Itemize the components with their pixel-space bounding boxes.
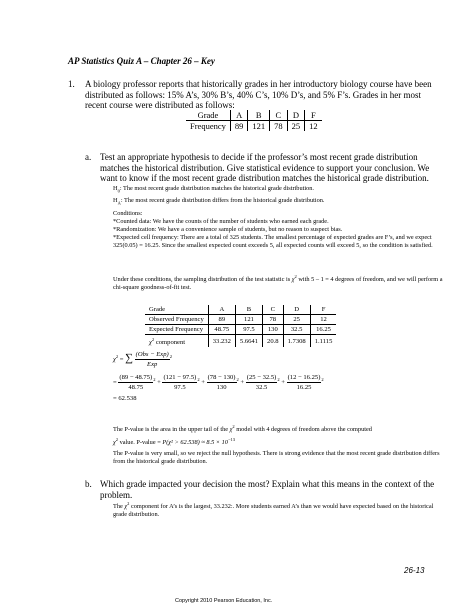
term-numerator: (78 − 130) xyxy=(207,374,236,381)
frequency-cell: 78 xyxy=(270,121,288,132)
formula-lhs: χ xyxy=(113,356,116,364)
term-denominator: 16.25 xyxy=(296,384,312,391)
term-fraction xyxy=(287,373,322,392)
chi-header-cell: Grade xyxy=(145,305,208,315)
component-cell: 20.8 xyxy=(263,335,284,348)
condition-randomization: *Randomization: We have a convenience sample of students, but no reason to suspect bias. xyxy=(113,226,343,233)
condition-counted-data: *Counted data: We have the counts of the number of students who earned each grade. xyxy=(113,218,329,225)
observed-cell: 12 xyxy=(310,315,336,325)
under-post: with 5 – 1 = 4 degrees of freedom, and we will perform a chi-square goodness-of-fit test. xyxy=(113,276,443,292)
term-denominator: 130 xyxy=(216,384,227,391)
conditions-title: Conditions: xyxy=(113,210,143,217)
h0-text: : The most recent grade distribution matches the historical grade distribution. xyxy=(119,185,314,192)
chi-header-cell: B xyxy=(235,305,262,315)
component-cell: 1.7308 xyxy=(283,335,310,348)
term-denominator: 48.75 xyxy=(128,384,144,391)
h0-symbol: H xyxy=(113,185,118,192)
term-numerator: (25 − 32.5) xyxy=(246,374,277,381)
chi-header-cell: A xyxy=(208,305,235,315)
part-b-answer: The $\chi^2$ component for A’s is the largest, 33.232:. More students earned A’s than we would have expected based on the historical grade distribution. xyxy=(113,501,434,519)
sum-symbol: ∑ xyxy=(125,352,134,365)
pvalue-text-3: value. P-value = xyxy=(119,439,161,447)
general-denominator: Exp xyxy=(147,361,158,368)
grade-cell: A xyxy=(230,110,248,121)
formula-terms: = $\frac{(89 - 48.75)}{48.75}$ $^2$ + $\frac{(121 - 97.5)}{97.5}$ $^2$ + $\frac{(78 - 130)}{130}$ $^2$ + $\frac{(25 - 32.5)}{32.5}$ $^2$ + $\frac{(12 - 16.25)}{16.25}$ $^2$ xyxy=(113,374,324,391)
ha-symbol: H xyxy=(113,197,118,204)
chi-header-row xyxy=(145,305,336,315)
observed-cell: 121 xyxy=(235,315,262,325)
frequency-cell: 12 xyxy=(305,121,322,132)
expected-cell: 48.75 xyxy=(208,325,235,335)
copyright-notice: Copyright 2010 Pearson Education, Inc. xyxy=(175,598,273,604)
formula-result: = 62.538 xyxy=(113,395,137,402)
sampling-distribution-text: Under these conditions, the sampling distribution of the test statistic is $\chi^2$ with 5 – 1 = 4 degrees of freedom, and we will perform a chi-square goodness-of-fit test. xyxy=(113,274,443,292)
page-number: 26-13 xyxy=(404,566,425,575)
pvalue-line-1: The P-value is the area in the upper tail of the $\chi^2$ model with 4 degrees of freedom above the computed xyxy=(113,424,372,434)
grade-cell: F xyxy=(305,110,322,121)
component-chi-symbol: χ xyxy=(149,339,152,347)
frequency-cell: 89 xyxy=(230,121,248,132)
pvalue-and-conclusion xyxy=(113,423,443,466)
ha-text: : The most recent grade distribution differs from the historical grade distribution. xyxy=(120,197,325,204)
observed-label: Observed Frequency xyxy=(145,315,208,325)
conclusion-text: The P-value is very small, so we reject the null hypothesis. There is strong evidence that the most recent grade distribution differs from the historical grade distribution. xyxy=(113,450,440,466)
term-fraction xyxy=(118,373,153,392)
ha-subscript: A xyxy=(117,200,121,206)
observed-cell: 25 xyxy=(283,315,310,325)
pvalue-text-2: model with 4 degrees of freedom above the computed xyxy=(236,426,372,434)
term-numerator: (12 − 16.25) xyxy=(287,374,321,381)
part-b-question: Which grade impacted your decision the most? Explain what this means in the context of the problem. xyxy=(100,479,435,500)
chi-header-cell: F xyxy=(310,305,336,315)
expected-cell: 32.5 xyxy=(283,325,310,335)
term-fraction xyxy=(207,373,237,392)
answer-chi-symbol: χ xyxy=(124,503,128,511)
grade-cell: C xyxy=(270,110,288,121)
expected-cell: 130 xyxy=(263,325,284,335)
chi-square-table xyxy=(145,305,336,347)
part-a-question: Test an appropriate hypothesis to decide if the professor’s most recent grade distribution matches the historical distribution. Give statistical evidence to support your conclusion. We want to know if the most recent grade distribution matches the historical grade distribution. xyxy=(100,152,430,183)
term-numerator: (121 − 97.5) xyxy=(163,374,197,381)
part-a-label: a. xyxy=(85,152,92,162)
pvalue-exponent: −13 xyxy=(227,437,235,443)
component-cell: 5.6641 xyxy=(235,335,262,348)
grade-cell: B xyxy=(248,110,270,121)
general-numerator: (Obs − Exp) xyxy=(135,351,169,358)
expected-row xyxy=(145,325,336,335)
chi-header-cell: D xyxy=(283,305,310,315)
observed-cell: 78 xyxy=(263,315,284,325)
alternative-hypothesis xyxy=(113,197,443,207)
under-chi-symbol: χ xyxy=(291,276,295,284)
expected-cell: 97.5 xyxy=(235,325,262,335)
question-number: 1. xyxy=(68,79,75,89)
null-hypothesis xyxy=(113,185,443,195)
page-title: AP Statistics Quiz A – Chapter 26 – Key xyxy=(68,56,215,66)
grade-cell: D xyxy=(287,110,305,121)
frequency-cell: 25 xyxy=(287,121,305,132)
pvalue-chi-symbol: χ xyxy=(229,426,233,434)
answer-post: component for A’s is the largest, 33.232:. More students earned A’s than we would have expected based on the historical grade distribution. xyxy=(113,503,434,519)
term-fraction xyxy=(246,373,278,392)
condition-expected-frequency: *Expected cell frequency: There are a total of 325 students. The smallest percentage of expected grades are F’s, and we expect 325(0.05) = 16.25. Since the smallest expected count exceeds 5, all expected counts will exceed 5, so the condition is satisfied. xyxy=(113,234,433,249)
h0-subscript: 0 xyxy=(117,188,120,194)
pvalue-text-1: The P-value is the area in the upper tail of the xyxy=(113,426,229,434)
frequency-cell: 121 xyxy=(248,121,270,132)
answer-pre: The xyxy=(113,503,123,511)
pvalue-chi-symbol-2: χ xyxy=(113,439,116,447)
term-numerator: (89 − 48.75) xyxy=(119,374,153,381)
observed-row xyxy=(145,315,336,325)
expected-cell: 16.25 xyxy=(310,325,336,335)
term-denominator: 97.5 xyxy=(174,384,186,391)
grade-row-label: Grade xyxy=(186,110,230,121)
frequency-row-label: Frequency xyxy=(190,121,226,131)
expected-label: Expected Frequency xyxy=(145,325,208,335)
pvalue-expression: P(χ² > 62.538) ≈ 8.5 × 10 xyxy=(162,439,228,447)
term-denominator: 32.5 xyxy=(255,384,268,391)
component-label-text: component xyxy=(155,339,186,347)
general-fraction xyxy=(135,350,170,369)
component-row xyxy=(145,335,336,348)
chi-square-formula xyxy=(113,350,443,402)
term-fraction xyxy=(162,373,197,392)
formula-general: $\chi^2$ = ∑ $\frac{\text{(Obs − Exp)}}{\text{Exp}}$ $^2$ xyxy=(113,351,172,368)
chi-header-cell: C xyxy=(263,305,284,315)
part-b-label: b. xyxy=(85,479,92,489)
grade-distribution-table xyxy=(186,110,322,131)
pvalue-line-2: $\chi^2$ value. P-value = $P(\chi^2 > 62.538) \approx 8.5 \times 10^{-13}$ xyxy=(113,437,235,447)
component-cell: 1.1115 xyxy=(310,335,336,348)
under-pre: Under these conditions, the sampling distribution of the test statistic is xyxy=(113,276,291,284)
grade-row xyxy=(186,110,322,121)
question-1-text: A biology professor reports that historically grades in her introductory biology course have been distributed as follows: 15% A’s, 30% B’s, 40% C’s, 10% D’s, and 5% F’s. Grades in her most recent course were distributed as follows: xyxy=(85,79,432,110)
component-label: $\chi^2$ component xyxy=(145,335,208,348)
conditions-block xyxy=(113,210,443,250)
component-cell: 33.232 xyxy=(208,335,235,348)
observed-cell: 89 xyxy=(208,315,235,325)
frequency-row xyxy=(186,121,322,132)
